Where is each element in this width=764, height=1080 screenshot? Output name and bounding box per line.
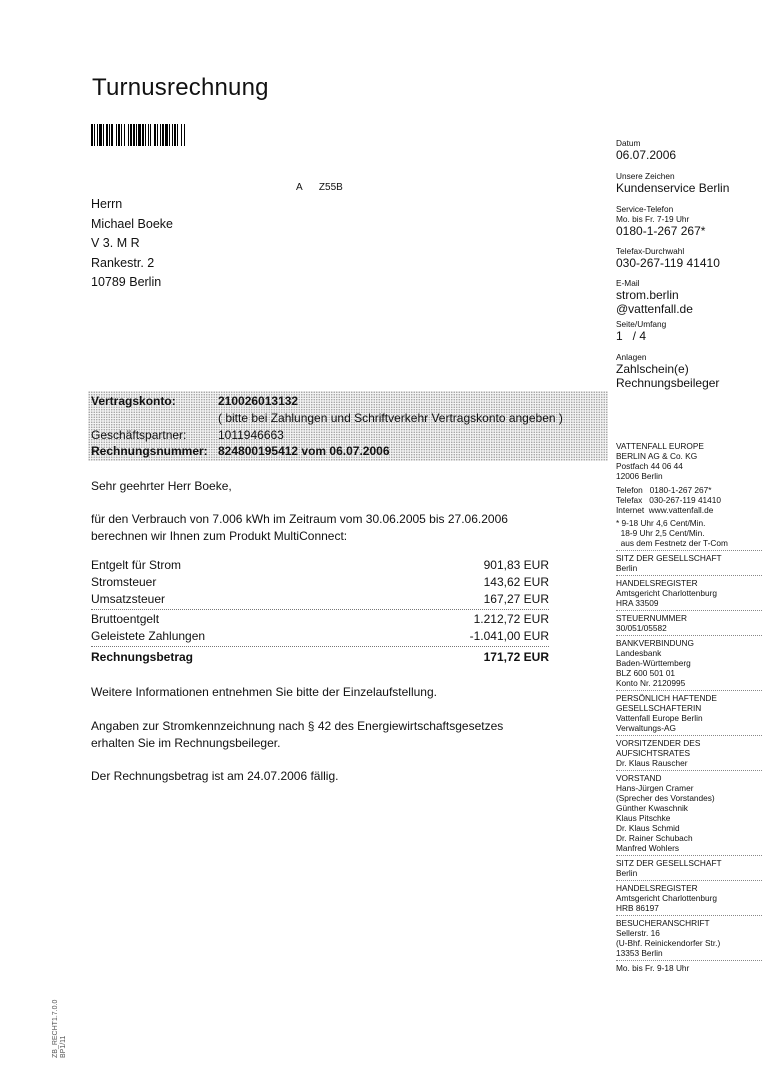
item-label: Bruttoentgelt	[91, 612, 160, 626]
section-value: Dr. Klaus Schmid	[616, 823, 680, 833]
section-value: Verwaltungs-AG	[616, 723, 676, 733]
kennzeichnung-line1: Angaben zur Stromkennzeichnung nach § 42 des Energiewirtschaftsgesetzes	[91, 719, 504, 733]
item-label: Entgelt für Strom	[91, 558, 182, 572]
email-line1: strom.berlin	[616, 288, 679, 302]
section-heading: VORSITZENDER DES	[616, 738, 701, 748]
service-value: 0180-1-267 267*	[616, 224, 706, 238]
company-line: BERLIN AG & Co. KG	[616, 451, 698, 461]
tariff-line: * 9-18 Uhr 4,6 Cent/Min.	[616, 518, 706, 528]
fax-label: Telefax-Durchwahl	[616, 246, 685, 256]
divider	[91, 609, 549, 610]
intro-line1: für den Verbrauch von 7.006 kWh im Zeitraum vom 30.06.2005 bis 27.06.2006	[91, 512, 508, 526]
section-heading: BANKVERBINDUNG	[616, 638, 694, 648]
info-text: Weitere Informationen entnehmen Sie bitte der Einzelaufstellung.	[91, 685, 437, 699]
section-value: Konto Nr. 2120995	[616, 678, 686, 688]
section-value: HRB 86197	[616, 903, 659, 913]
due-text: Der Rechnungsbetrag ist am 24.07.2006 fällig.	[91, 769, 339, 783]
item-label: Geleistete Zahlungen	[91, 629, 206, 643]
item-row	[91, 629, 549, 646]
rechnungsnummer-row	[91, 444, 390, 458]
email-label: E-Mail	[616, 278, 640, 288]
item-amount: 143,62 EUR	[483, 575, 549, 589]
total-row	[91, 650, 549, 667]
service-hours: Mo. bis Fr. 7-19 Uhr	[616, 214, 690, 224]
service-label: Service-Telefon	[616, 204, 674, 214]
sidebar-info	[616, 138, 762, 390]
company-fax: Telefax 030-267-119 41410	[616, 495, 722, 505]
item-row	[91, 612, 549, 629]
section-value: Landesbank	[616, 648, 662, 658]
address-salutation: Herrn	[91, 197, 123, 211]
section-heading: GESELLSCHAFTERIN	[616, 703, 702, 713]
section-heading: SITZ DER GESELLSCHAFT	[616, 553, 722, 563]
form-code	[52, 1000, 68, 1058]
item-amount: 1.212,72 EUR	[473, 612, 549, 626]
item-amount: 901,83 EUR	[483, 558, 549, 572]
rechnungsnummer-value: 824800195412 vom 06.07.2006	[218, 444, 390, 458]
section-value: Dr. Rainer Schubach	[616, 833, 693, 843]
form-code-line2: BP1/11	[60, 1035, 67, 1058]
divider	[91, 646, 549, 647]
recipient-address	[91, 195, 173, 293]
item-row	[91, 558, 549, 575]
section-value: Berlin	[616, 563, 638, 573]
company-line: Postfach 44 06 44	[616, 461, 683, 471]
rechnungsnummer-label: Rechnungsnummer:	[91, 444, 208, 458]
item-amount: -1.041,00 EUR	[469, 629, 549, 643]
reference-code: A Z55B	[296, 182, 343, 193]
tariff-line: aus dem Festnetz der T-Com	[616, 538, 728, 548]
seite-label: Seite/Umfang	[616, 319, 667, 329]
section-heading: VORSTAND	[616, 773, 662, 783]
section-value: Vattenfall Europe Berlin	[616, 713, 703, 723]
invoice-items	[91, 558, 549, 667]
item-label: Umsatzsteuer	[91, 592, 166, 606]
greeting: Sehr geehrter Herr Boeke,	[91, 479, 232, 493]
email-line2: @vattenfall.de	[616, 302, 693, 316]
company-line: 12006 Berlin	[616, 471, 663, 481]
section-heading: HANDELSREGISTER	[616, 883, 698, 893]
company-line: VATTENFALL EUROPE	[616, 441, 704, 451]
section-value: Manfred Wohlers	[616, 843, 680, 853]
geschaeftspartner-label: Geschäftspartner:	[91, 428, 187, 442]
total-amount: 171,72 EUR	[483, 650, 549, 664]
section-value: (U-Bhf. Reinickendorfer Str.)	[616, 938, 721, 948]
barcode	[91, 124, 234, 146]
section-heading: STEUERNUMMER	[616, 613, 687, 623]
document-title: Turnusrechnung	[92, 74, 269, 101]
section-heading: SITZ DER GESELLSCHAFT	[616, 858, 722, 868]
kennzeichnung-text	[91, 718, 503, 752]
intro-text	[91, 511, 508, 545]
intro-line2: berechnen wir Ihnen zum Produkt MultiConnect:	[91, 529, 348, 543]
section-value: BLZ 600 501 01	[616, 668, 676, 678]
item-row	[91, 575, 549, 592]
item-row	[91, 592, 549, 609]
section-value: Amtsgericht Charlottenburg	[616, 893, 717, 903]
vertragskonto-row	[91, 394, 298, 408]
form-code-line1: ZB_RECHT1.7.0.0	[52, 999, 59, 1058]
tariff-line: 18-9 Uhr 2,5 Cent/Min.	[616, 528, 705, 538]
section-heading: HANDELSREGISTER	[616, 578, 698, 588]
address-line2: V 3. M R	[91, 236, 140, 250]
section-value: Dr. Klaus Rauscher	[616, 758, 688, 768]
anlagen-line2: Rechnungsbeileger	[616, 376, 720, 390]
geschaeftspartner-row	[91, 428, 284, 442]
geschaeftspartner-value: 1011946663	[218, 428, 284, 442]
anlagen-label: Anlagen	[616, 352, 647, 362]
section-heading: PERSÖNLICH HAFTENDE	[616, 693, 717, 703]
seite-value: 1 / 4	[616, 329, 647, 343]
section-value: HRA 33509	[616, 598, 659, 608]
anlagen-line1: Zahlschein(e)	[616, 362, 689, 376]
vertragskonto-value: 210026013132	[218, 394, 299, 408]
total-label: Rechnungsbetrag	[91, 650, 194, 664]
section-value: 13353 Berlin	[616, 948, 663, 958]
address-name: Michael Boeke	[91, 216, 173, 231]
section-value: 30/051/05582	[616, 623, 667, 633]
vertragskonto-note: ( bitte bei Zahlungen und Schriftverkehr Vertragskonto angeben )	[218, 411, 563, 425]
section-value: Günther Kwaschnik	[616, 803, 688, 813]
company-phone: Telefon 0180-1-267 267*	[616, 485, 712, 495]
address-city: 10789 Berlin	[91, 275, 162, 289]
section-value: Amtsgericht Charlottenburg	[616, 588, 717, 598]
zeichen-value: Kundenservice Berlin	[616, 181, 730, 195]
datum-value: 06.07.2006	[616, 148, 677, 162]
section-value: Mo. bis Fr. 9-18 Uhr	[616, 963, 690, 973]
section-value: (Sprecher des Vorstandes)	[616, 793, 715, 803]
company-info	[616, 441, 762, 973]
section-heading: BESUCHERANSCHRIFT	[616, 918, 710, 928]
section-value: Klaus Pitschke	[616, 813, 671, 823]
item-label: Stromsteuer	[91, 575, 157, 589]
datum-label: Datum	[616, 138, 641, 148]
section-heading: AUFSICHTSRATES	[616, 748, 691, 758]
section-value: Hans-Jürgen Cramer	[616, 783, 694, 793]
zeichen-label: Unsere Zeichen	[616, 171, 675, 181]
vertragskonto-label: Vertragskonto:	[91, 394, 176, 408]
section-value: Baden-Württemberg	[616, 658, 691, 668]
address-street: Rankestr. 2	[91, 255, 155, 270]
section-value: Berlin	[616, 868, 638, 878]
kennzeichnung-line2: erhalten Sie im Rechnungsbeileger.	[91, 736, 281, 750]
item-amount: 167,27 EUR	[483, 592, 549, 606]
vertragskonto-note-row	[91, 411, 563, 425]
section-value: Sellerstr. 16	[616, 928, 660, 938]
company-web: Internet www.vattenfall.de	[616, 505, 714, 515]
fax-value: 030-267-119 41410	[616, 256, 720, 270]
